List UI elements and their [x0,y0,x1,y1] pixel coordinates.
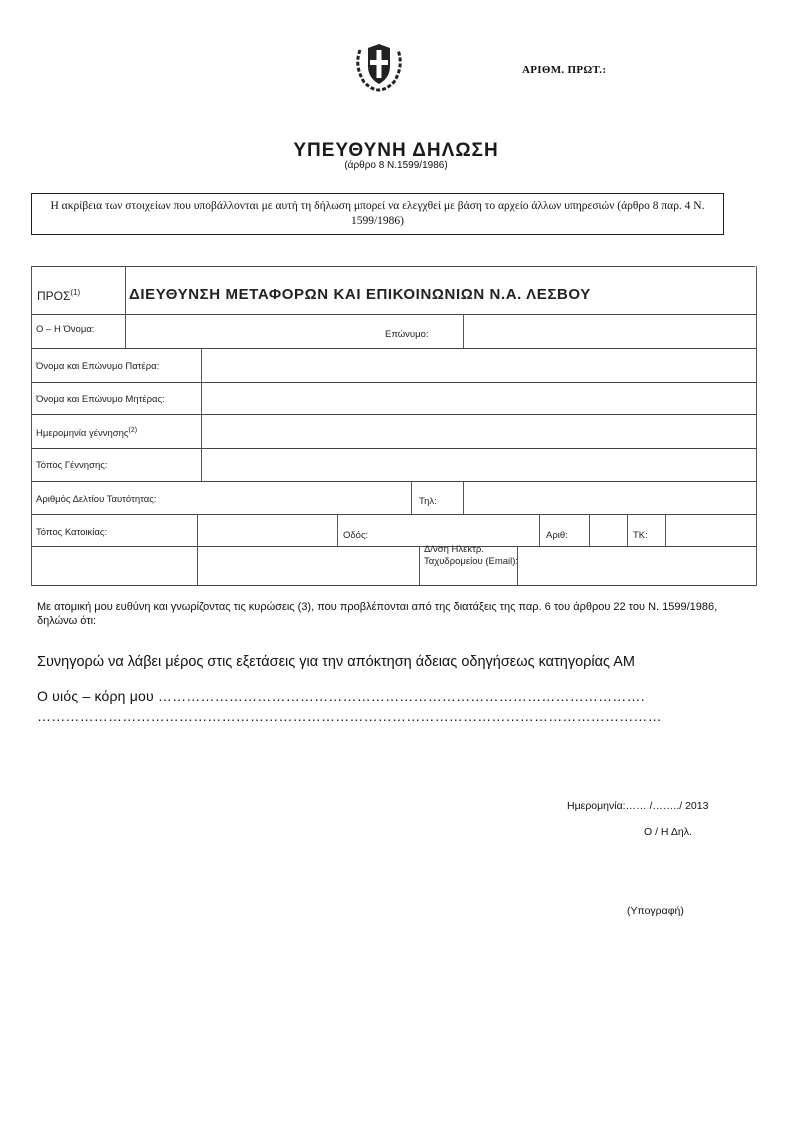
email-label: Δ/νση Ηλεκτρ. Ταχυδρομείου (Email): [424,544,519,567]
birth-place-label: Τόπος Γέννησης: [36,460,108,471]
phone-field[interactable] [465,483,755,512]
recipient-authority: ΔΙΕΥΘΥΝΣΗ ΜΕΤΑΦΟΡΩΝ ΚΑΙ ΕΠΙΚΟΙΝΩΝΙΩΝ Ν.Α. ΛΕΣΒΟΥ [129,286,591,303]
form-col-line [125,266,126,348]
residence-field[interactable] [199,516,335,544]
form-col-line [197,514,198,586]
form-row-line [31,514,757,515]
form-col-line [201,348,202,481]
form-row-line [31,481,757,482]
child-name-line: Ο υιός – κόρη μου …………………………………………………………………………………………. [37,688,645,704]
birth-date-field[interactable] [203,416,755,446]
surname-label: Επώνυμο: [385,329,429,340]
date-line: Ημερομηνία:…… /……../ 2013 [567,800,709,812]
document-title: ΥΠΕΥΘΥΝΗ ΔΗΛΩΣΗ [293,140,499,161]
form-col-line [411,481,412,514]
document-subtitle: (άρθρο 8 Ν.1599/1986) [344,160,448,171]
declaration-text: Με ατομική μου ευθύνη και γνωρίζοντας τις κυρώσεις (3), που προβλέπονται από της διατάξεις της παρ. 6 του άρθρου 22 του Ν. 1599/1986, δηλώνω ότι: [37,601,718,627]
form-border-top [31,266,755,267]
street-field[interactable] [381,516,537,544]
form-border-left [31,266,32,586]
father-name-field[interactable] [203,350,755,380]
accuracy-notice-text: Η ακρίβεια των στοιχείων που υποβάλλονται με αυτή τη δήλωση μπορεί να ελεγχθεί με βάση το αρχείο άλλων υπηρεσιών (άρθρο 8 παρ. 4 Ν. 1599/1986) [50,200,705,227]
birth-place-field[interactable] [203,450,755,479]
form-col-line [627,514,628,546]
father-name-label: Όνομα και Επώνυμο Πατέρα: [36,361,160,372]
id-number-field[interactable] [203,483,409,512]
greek-coat-of-arms-icon [350,36,408,94]
form-col-line [337,514,338,546]
street-label: Οδός: [343,530,369,541]
form-row-line [31,546,757,547]
postcode-label: ΤΚ: [633,530,648,541]
form-col-line [589,514,590,546]
email-field[interactable] [519,548,755,584]
to-label: ΠΡΟΣ$^{(1)}$ [37,288,81,303]
form-border-right [756,266,757,586]
id-number-label: Αριθμός Δελτίου Ταυτότητας: [36,494,157,505]
form-row-line [31,314,757,315]
number-field[interactable] [591,516,625,544]
phone-label: Τηλ: [419,496,437,507]
form-col-line [539,514,540,546]
signature-label: (Υπογραφή) [627,905,684,917]
protocol-number-label: ΑΡΙΘΜ. ΠΡΩΤ.: [522,64,607,76]
form-col-line [463,314,464,348]
accuracy-notice [31,193,724,235]
declarant-label: Ο / Η Δηλ. [644,826,692,838]
form-row-line [31,448,757,449]
residence-label: Τόπος Κατοικίας: [36,527,108,538]
continuation-dotted-line: …………………………………………………………………………………………………………………… [37,708,662,724]
declarant-details-form [31,266,757,586]
form-row-line [31,382,757,383]
first-name-label: Ο – Η Όνομα: [36,324,95,335]
birth-date-label: Ημερομηνία γέννησης$^{(2)}$ [36,427,138,440]
form-col-line [463,481,464,514]
first-name-field[interactable] [127,316,381,346]
mother-name-field[interactable] [203,384,755,412]
statement-line: Συνηγορώ να λάβει μέρος στις εξετάσεις για την απόκτηση άδειας οδηγήσεως κατηγορίας ΑΜ [37,654,635,670]
number-label: Αριθ: [546,530,568,541]
postcode-field[interactable] [667,516,755,544]
mother-name-label: Όνομα και Επώνυμο Μητέρας: [36,394,165,405]
form-border-bottom [31,585,757,586]
surname-field[interactable] [465,316,755,346]
form-col-line [665,514,666,546]
form-row-line [31,414,757,415]
form-row-line [31,348,757,349]
form-col-line [419,546,420,585]
